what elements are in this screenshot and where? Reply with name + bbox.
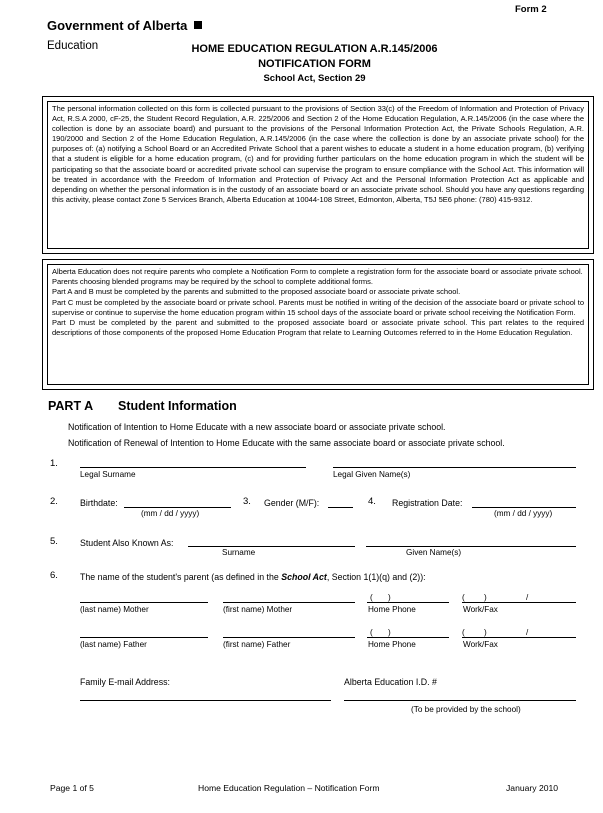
family-email-field[interactable] <box>80 700 331 701</box>
privacy-notice-text: The personal information collected on this form is collected pursuant to the provisions of Section 33(c) of the Freedom of Information and Protection of Privacy Act, R.S.A 2000, cF-25, the Student Record Regulation, A.R. 225/2006 and Section 2 of the Home Education Regulation, A.R.145/2006 (in the case where the collection is done by an associate board) and pursuant to the provisions of the Personal Information Protection Act, the Private Schools Regulation, A.R. 190/2000 and Section 2 of the Home Education Regulation, A.R.145/2006 (in the case where the collection is done by an associate private school) for the purposes of: (a) notifying a School Board or an Accredited Private School that a parent wishes to educate a student in a home education program, (b) verifying that a student is eligible for a home education program, (c) and for providing further particulars on the home education program in which the student will be participating so that the associate board or accredited private school can supervise the program to ensure compliance with the School Act. This information will be treated in accordance with the Freedom of Information and Protection of Privacy Act and the Personal Information Protection Act as applicable and depending on whether the personal information is in the custody of an associate board or an associate private school. Should you have any questions regarding this activity, please contact Zone 5 Services Branch, Alberta Education at 10044-108 Street, Edmonton, Alberta, T5J 5E6 phone: (780) 415-9312. <box>52 104 584 204</box>
registration-date-label: Registration Date: <box>392 498 463 508</box>
dept-name: Education <box>47 40 99 52</box>
home-phone-label: Home Phone <box>368 605 416 614</box>
footer-title: Home Education Regulation – Notification Form <box>198 783 380 793</box>
instruction-line: Alberta Education does not require parents who complete a Notification Form to complete a registration form for the associate board or associate private school. <box>52 267 583 276</box>
birthdate-format: (mm / dd / yyyy) <box>141 509 200 518</box>
aka-given-name-label: Given Name(s) <box>406 548 462 557</box>
father-last-name-label: (last name) Father <box>80 640 147 649</box>
parent-definition-text <box>80 572 426 582</box>
gender-label: Gender (M/F): <box>264 498 320 508</box>
aka-surname-label: Surname <box>222 548 256 557</box>
paren-close: ) <box>388 628 391 637</box>
mother-first-name-field[interactable] <box>223 602 355 603</box>
father-work-fax-field[interactable] <box>462 637 576 638</box>
q2-number: 2. <box>50 496 58 507</box>
q5-number: 5. <box>50 536 58 547</box>
slash: / <box>526 593 529 602</box>
option-renewal-notification[interactable]: Notification of Renewal of Intention to Home Educate with the same associate board or associate private school. <box>68 438 505 448</box>
legal-given-name-label: Legal Given Name(s) <box>333 470 411 479</box>
form-number: Form 2 <box>515 4 547 15</box>
q6-text-end: , Section 1(1)(q) and (2)): <box>326 572 426 582</box>
work-fax-label: Work/Fax <box>463 605 498 614</box>
paren-close: ) <box>484 628 487 637</box>
instruction-line: Part C must be completed by the associate board or private school. Parents must be notified in writing of the decision of the associate board or private school to supervise or continue to supervise the home education program within 15 school days of the associate board or private school receiving the Notification Form. <box>52 297 584 317</box>
paren-open: ( <box>462 593 465 602</box>
father-home-phone-field[interactable] <box>367 637 449 638</box>
org-name: Government of Alberta <box>47 18 188 33</box>
instructions-box <box>42 259 594 390</box>
mother-last-name-field[interactable] <box>80 602 208 603</box>
home-phone-label: Home Phone <box>368 640 416 649</box>
ae-id-note: (To be provided by the school) <box>411 705 521 714</box>
paren-close: ) <box>388 593 391 602</box>
q3-number: 3. <box>243 496 251 507</box>
school-act-ref: School Act <box>281 572 327 582</box>
org-logo <box>47 18 202 33</box>
q1-number: 1. <box>50 458 58 469</box>
form-title: HOME EDUCATION REGULATION A.R.145/2006 <box>191 43 438 55</box>
ae-id-label: Alberta Education I.D. # <box>344 677 437 687</box>
slash: / <box>526 628 529 637</box>
footer-page: Page 1 of 5 <box>50 783 94 793</box>
gender-field[interactable] <box>328 507 353 508</box>
mother-first-name-label: (first name) Mother <box>223 605 293 614</box>
registration-date-field[interactable] <box>472 507 576 508</box>
logo-square-icon <box>194 21 202 29</box>
ae-id-field[interactable] <box>344 700 576 701</box>
aka-surname-field[interactable] <box>188 546 355 547</box>
registration-date-format: (mm / dd / yyyy) <box>494 509 553 518</box>
legal-surname-label: Legal Surname <box>80 470 136 479</box>
mother-home-phone-field[interactable] <box>367 602 449 603</box>
mother-work-fax-field[interactable] <box>462 602 576 603</box>
part-a-label: PART A <box>48 399 94 413</box>
paren-close: ) <box>484 593 487 602</box>
q6-text: The name of the student's parent (as defined in the <box>80 572 282 582</box>
instruction-line: Part D must be completed by the parent and submitted to the proposed associate board or associate private school. This part relates to the required descriptions of those components of the proposed Home Education Program that relate to Learning Outcomes referred to in the Home Education Regulation. <box>52 318 584 338</box>
birthdate-field[interactable] <box>124 507 231 508</box>
instruction-line: Part A and B must be completed by the parents and submitted to the proposed associate board or associate private school. <box>52 287 461 297</box>
form-subtitle: NOTIFICATION FORM <box>258 58 371 70</box>
mother-last-name-label: (last name) Mother <box>80 605 149 614</box>
q4-number: 4. <box>368 496 376 507</box>
part-a-title: Student Information <box>118 399 237 413</box>
q6-number: 6. <box>50 570 58 581</box>
father-first-name-field[interactable] <box>223 637 355 638</box>
father-first-name-label: (first name) Father <box>223 640 291 649</box>
paren-open: ( <box>462 628 465 637</box>
act-reference: School Act, Section 29 <box>263 73 366 84</box>
privacy-notice-box <box>42 96 594 254</box>
aka-label: Student Also Known As: <box>80 538 174 548</box>
paren-open: ( <box>370 628 373 637</box>
option-new-notification[interactable]: Notification of Intention to Home Educate with a new associate board or associate private school. <box>68 422 446 432</box>
legal-given-name-field[interactable] <box>333 467 576 468</box>
birthdate-label: Birthdate: <box>80 498 118 508</box>
paren-open: ( <box>370 593 373 602</box>
legal-surname-field[interactable] <box>80 467 306 468</box>
family-email-label: Family E-mail Address: <box>80 677 170 687</box>
instruction-line: Parents choosing blended programs may be required by the school to complete additional forms. <box>52 277 374 287</box>
footer-date: January 2010 <box>506 783 559 793</box>
aka-given-name-field[interactable] <box>366 546 576 547</box>
work-fax-label: Work/Fax <box>463 640 498 649</box>
father-last-name-field[interactable] <box>80 637 208 638</box>
